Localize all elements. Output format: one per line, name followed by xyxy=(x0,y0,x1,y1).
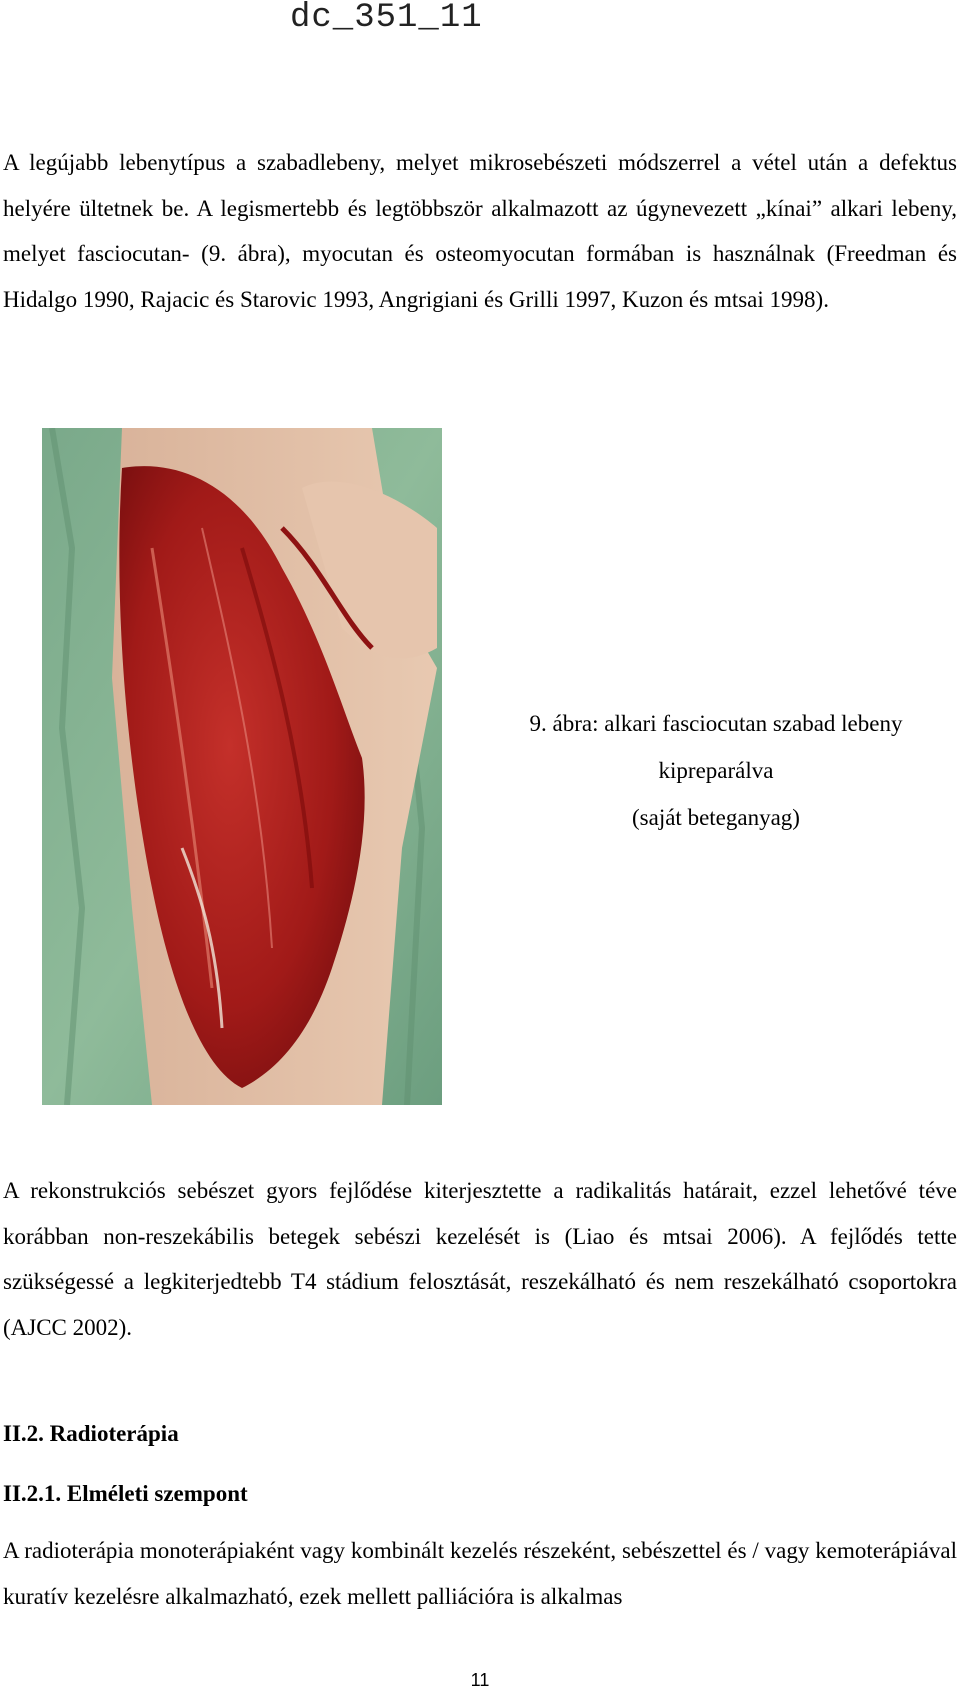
page-number: 11 xyxy=(470,1670,490,1690)
paragraph-radiotherapy: A radioterápia monoterápiaként vagy kombinált kezelés részeként, sebészettel és / vagy kemoterápiával kuratív kezelésre alkalmazható, ezek mellett palliációra is alkalmas xyxy=(3,1538,957,1609)
document-id-header: dc_351_11 xyxy=(290,0,483,37)
subsection-heading-theory: II.2.1. Elméleti szempont xyxy=(3,1481,248,1506)
figure-caption-source: (saját beteganyag) xyxy=(632,805,800,830)
paragraph-reconstruction: A rekonstrukciós sebészet gyors fejlődése kiterjesztette a radikalitás határait, ezzel lehetővé téve korábban non-reszekábilis betegek sebészi kezelését is (Liao és mtsai 2006). A fejlődés tette szükségessé a legkiterjedtebb T4 stádium felosztását, reszekálható és nem reszekálható csoportokra (AJCC 2002). xyxy=(3,1178,957,1340)
figure-caption-title: 9. ábra: alkari fasciocutan szabad lebeny xyxy=(529,711,903,736)
figure-caption-line: kipreparálva xyxy=(658,758,774,783)
paragraph-free-flap: A legújabb lebenytípus a szabadlebeny, melyet mikrosebészeti módszerrel a vétel után a defektus helyére ültetnek be. A legismertebb és legtöbbször alkalmazott az úgynevezett „kínai” alkari lebeny, melyet fasciocutan- (9. ábra), myocutan és osteomyocutan formában is használnak (Freedman és Hidalgo 1990, Rajacic és Starovic 1993, Angrigiani és Grilli 1997, Kuzon és mtsai 1998). xyxy=(3,150,957,312)
section-heading-radiotherapy: II.2. Radioterápia xyxy=(3,1421,179,1446)
forearm-flap-photo xyxy=(42,428,442,1105)
